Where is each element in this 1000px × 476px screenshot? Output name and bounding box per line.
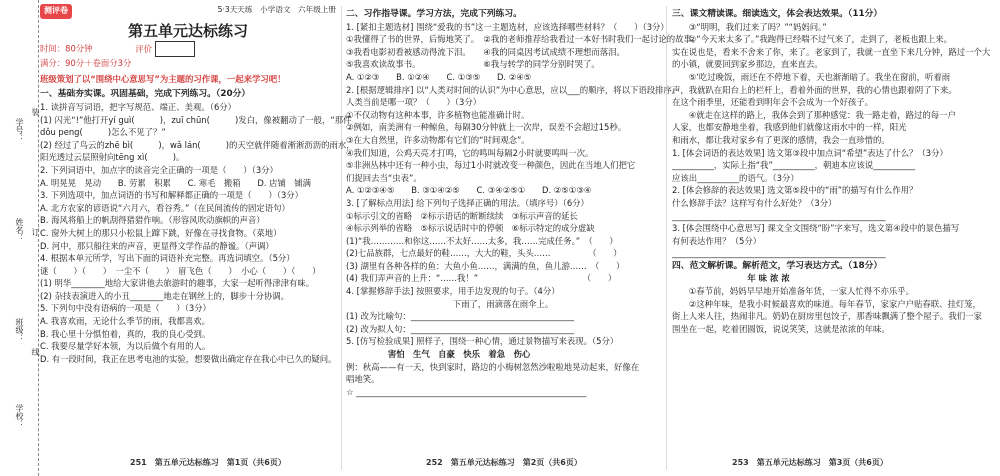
question-line: 5. 下列句中没有语病的一项是（ ）（3分） xyxy=(40,303,211,314)
question-line: 1. 读拼音写词语，把字写规范、端正、美观。（6分） xyxy=(40,101,237,112)
name-label: 姓名： xyxy=(15,218,24,242)
question-line: ①我懂得了书的世界，后悔地笑了。 ②我的老师推荐给我看过一本好书时我们一起讨论的故事。 xyxy=(346,34,701,45)
question-line: (2) 改为拟人句：_______________________________________ xyxy=(346,323,575,334)
question-line: 例：秋高——有一天，快到家时，路边的小梅树忽然沙啦啦地晃动起来，好像在 xyxy=(346,361,640,372)
passage-line: 人家，也都安静地坐着，我感到他们就像这雨水中的一样，阳光 xyxy=(672,122,907,133)
evaluation-box[interactable] xyxy=(155,41,195,57)
question-line: A. ①②③④⑤ B. ③①④②⑤ C. ③④②⑤① D. ②⑤①③④ xyxy=(346,185,592,196)
question-line: 有何表达作用？（5分） xyxy=(672,235,762,246)
binding-mark-1: 装 xyxy=(31,108,40,116)
question-line: 2. 下列词语中，加点字的读音完全正确的一项是（ ）（3分） xyxy=(40,164,278,175)
evaluation-label: 评价 xyxy=(135,43,152,54)
question-line: 1. [紧扣主题选材] 围绕“爱我的书”这一主题选材，应该选择哪些材料？（ ）（3分） xyxy=(346,21,669,32)
question-line: 4. [掌握修辞手法] 按照要求，用手边发现的句子。（4分） xyxy=(346,286,560,297)
question-line: ③在大自然里，许多动物都有它们的“时间观念”。 xyxy=(346,134,530,145)
question-line: ☆ _______________________________________________________ xyxy=(346,386,587,397)
question-line: C. 窗外大树上的那只小松鼠上蹿下跳，好像在寻找食物。（菜地） xyxy=(40,227,282,238)
essay-title: 年 味 浓 浓 xyxy=(672,273,790,284)
question-line: 阳光透过云层照射向tēng xì( )。 xyxy=(40,152,185,163)
passage-line: ④就走在这样的路上，我体会到了那种感觉：我一路走着，路过的每一户 xyxy=(672,109,956,120)
question-line: 3. [体会围绕中心意思写] 课文全文围绕“盼”字来写，选文第④段中的景色描写 xyxy=(672,223,960,234)
question-line: B. 海风将船上的帆刮得猎猎作响。（形容风吹动旗帜的声音） xyxy=(40,215,265,226)
question-line: A. 我喜欢雨，无论什么季节的雨，我都喜欢。 xyxy=(40,316,211,327)
question-line: 们捉回去当“虫表”。 xyxy=(346,172,422,183)
binding-mark-3: 线 xyxy=(31,348,40,356)
question-line: 唱地笑。 xyxy=(346,374,380,385)
question-line: C. 我要尽量学好本领，为以后做个有用的人。 xyxy=(40,341,211,352)
question-line: (2)七品族群，七点最好的鞋……，大大的鞋，头头…… （ ） xyxy=(346,248,622,259)
section-title: 三、课文精读课。细读选文，体会表达效果。（11分） xyxy=(672,9,883,19)
question-line: (2) 经过了鸟云的zhē bì( )，wǎ lán( )的天空就伴随着淅淅沥沥的雨水， xyxy=(40,139,355,150)
question-line: ⑤非洲丛林中还有一种小虫，每过1小时就改变一种颜色，因此在当地人们把它 xyxy=(346,160,636,171)
question-line: 下雨了，雨滴落在雨伞上。 xyxy=(452,298,554,309)
question-line: (2) 杂技表演进入的小丑________地走在钢丝上的，脚步十分协调。 xyxy=(40,290,290,301)
question-line: 应该出__________的语气。（3分） xyxy=(672,172,799,183)
question-line: 3. 下列选项中，加点词语的书写和解释都正确的一项是（ ）（3分） xyxy=(40,190,304,201)
question-line: 4. 根据本单元所学，写出下面的词语补充完整。再选词填空。（5分） xyxy=(40,253,295,264)
question-line: ④标示列举的省略 ⑤标示说话时中的停顿 ⑥标示特定的成分虚缺 xyxy=(346,223,595,234)
passage-line: 在这个雨季里，还能看到明年会不会成为一个好孩子。 xyxy=(672,97,873,108)
passage-line: ③“明明，我们过来了吗？”“妈妈问。” xyxy=(672,21,827,32)
question-line: ①标示引文的省略 ②标示语话的断断续续 ③标示声音的延长 xyxy=(346,210,578,221)
answer-line[interactable]: ___________________________________________________ xyxy=(672,248,886,259)
passage-line: ①春节前，妈妈早早地开始准备年货，一家人忙得不亦乐乎。 xyxy=(672,286,915,297)
class-label: 班级： xyxy=(15,318,24,342)
question-line: ①不仅动物有这种本事，许多植物也能准确计时。 xyxy=(346,109,530,120)
question-line: 1. [体会词语的表达效果] 选文第③段中加点词“希望”表达了什么？（3分） xyxy=(672,147,948,158)
page-3 xyxy=(672,0,994,476)
intro-banner: 班级策划了以“围绕中心意思写”为主题的习作课，一起来学习吧！ xyxy=(40,73,286,84)
question-line: (3) 湖里有各种各样的鱼：大鱼小鱼……，满满的鱼，鱼儿游…… （ ） xyxy=(346,260,625,271)
section-title: 一、基础夯实课。巩固基础，完成下列练习。（20分） xyxy=(40,89,251,100)
binding-margin xyxy=(0,0,39,476)
binding-mark-2: 订 xyxy=(31,228,40,236)
section-title: 四、范文解析课。解析范文，学习表达方式。（18分） xyxy=(672,260,883,271)
question-line: 2. [体会修辞的表达效果] 选文第⑤段中的“雨”的描写有什么作用？ xyxy=(672,185,918,196)
question-line: 害怕 生气 自豪 快乐 着急 伤心 xyxy=(346,349,531,360)
page-1 xyxy=(40,0,355,476)
passage-line: 街上人来人往，热闹非凡。奶奶在厨房里包饺子，那香味飘满了整个屋子。我们一家 xyxy=(672,311,982,322)
page-footer-3: 253 第五单元达标练习 第3页（共6页） xyxy=(732,458,888,468)
time-info: 时间：80分钟 xyxy=(40,43,93,54)
question-line: (1)“我…………和你这……不太好……太多，我……完成任务。” （ ） xyxy=(346,235,618,246)
passage-line: 的小镇，就要回到家乡那边，直来直去。 xyxy=(672,59,823,70)
question-line: 3. [了解标点用法] 给下列句子选择正确的用法。（填序号）（6分） xyxy=(346,197,589,208)
question-line: B. 我心里十分惧怕着，真的，我的良心受到。 xyxy=(40,328,211,339)
passage-line: 实在说也是，看来不舍来了你，来了。老家到了，我就一直坐下来几分钟，路过一个大 xyxy=(672,46,991,57)
question-line: 谜（ ）（ ） 一尘不（ ） 眉飞色（ ） 小心（ ）（ ） xyxy=(40,265,321,276)
student-id-label: 学号： xyxy=(15,118,24,142)
page-divider-1 xyxy=(341,6,342,470)
test-badge: 测评卷 xyxy=(40,4,72,19)
question-line: A. 北方农家的谚语说“六月六，看谷秀。”（在民间流传的固定语句） xyxy=(40,202,290,213)
question-line: A. ①②③ B. ①②④ C. ①③⑤ D. ②④⑤ xyxy=(346,71,532,82)
answer-line[interactable]: ___________________________________________________ xyxy=(672,210,886,221)
question-line: dǒu peng( )怎么不见了？” xyxy=(40,127,166,138)
book-header: 5·3天天练 小学语文 六年级上册 xyxy=(217,5,336,14)
question-line: (1) 改为比喻句：_______________________________________ xyxy=(346,311,575,322)
score-info: 满分：90分＋卷面分3分 xyxy=(40,58,132,69)
question-line: ②例如，南美洲有一种鲸鱼，每隔30分钟就上一次岸，误差不会超过15秒。 xyxy=(346,122,627,133)
question-line: ③我看电影初看被感动得流下泪。 ④我的同桌因考试成绩不理想而落泪。 xyxy=(346,46,625,57)
passage-line: 和雨水，都让我对家乡有了更深的感情，我会一直珍惜的。 xyxy=(672,134,890,145)
school-label: 学校： xyxy=(15,404,24,428)
question-line: D. 有一段时间，我正在思考电池的实验，想要做出确定存在我心中已久的疑问。 xyxy=(40,353,337,364)
passage-line: 声，我就趴在阳台上的栏杆上，看着外面的世界，我的心情也跟着阴了下来。 xyxy=(672,84,957,95)
page-footer-2: 252 第五单元达标练习 第2页（共6页） xyxy=(426,458,582,468)
page-footer-1: 251 第五单元达标练习 第1页（共6页） xyxy=(130,458,286,468)
question-line: ⑤我喜欢读故事书。 ⑥我与转学的同学分别时哭了。 xyxy=(346,59,600,70)
question-line: __________，实际上指“我”__________，朝迪本应该说__________ xyxy=(672,160,916,171)
question-line: ④我们知道，公鸡天亮才打鸣，它的鸣叫每隔2小时就要鸣叫一次。 xyxy=(346,147,594,158)
page-2 xyxy=(346,0,701,476)
question-line: (4) 我们弄声音的上升：“……我！” （ ） xyxy=(346,273,617,284)
question-line: A. 明晃晃 晃动 B. 劳累 积累 C. 寒毛 搬箱 D. 店铺 铺满 xyxy=(40,177,312,188)
question-line: (1) 闪光“!”他打开yí guì( )，zuī chūn( )发白，像被翻动了一般，“那件 xyxy=(40,114,352,125)
passage-line: ②“今天来太多了。”我跑得已经喘不过气来了，走到了，老板也跟上来。 xyxy=(672,34,952,45)
passage-line: ②这种年味，是我小时候最喜欢的味道。每年春节，家家户户贴春联、挂灯笼， xyxy=(672,298,982,309)
passage-line: 围坐在一起，吃着团圆饭，说说笑笑，这就是浓浓的年味。 xyxy=(672,323,890,334)
question-line: 人类当前是哪一项？（ ）（3分） xyxy=(346,97,482,108)
question-line: (1) 明华________地给大家讲他去旅游时的趣事，大家一起听得津津有味。 xyxy=(40,278,315,289)
question-line: 2. [根据逻辑排序] 以“人类对时间的认识”为中心意思，应以___的顺序，将以下语段排序。 xyxy=(346,84,681,95)
question-line: D. 河中，那只船往来的声音，更显得文学作品的静谧。（声调） xyxy=(40,240,274,251)
page-divider-2 xyxy=(666,6,667,470)
question-line: 什么修辞手法？这样写有什么好处？（3分） xyxy=(672,197,837,208)
passage-line: ⑤‘吃过晚饭，雨还在不停地下着，天也渐渐暗了。我坐在窗前，听着雨 xyxy=(672,71,951,82)
question-line: 5. [仿写检验成果] 照样子，围绕一种心情，通过景物描写来表现。（5分） xyxy=(346,336,619,347)
section-title: 二、习作指导课。学习方法，完成下列练习。 xyxy=(346,9,522,19)
page-title: 第五单元达标练习 xyxy=(127,21,248,40)
